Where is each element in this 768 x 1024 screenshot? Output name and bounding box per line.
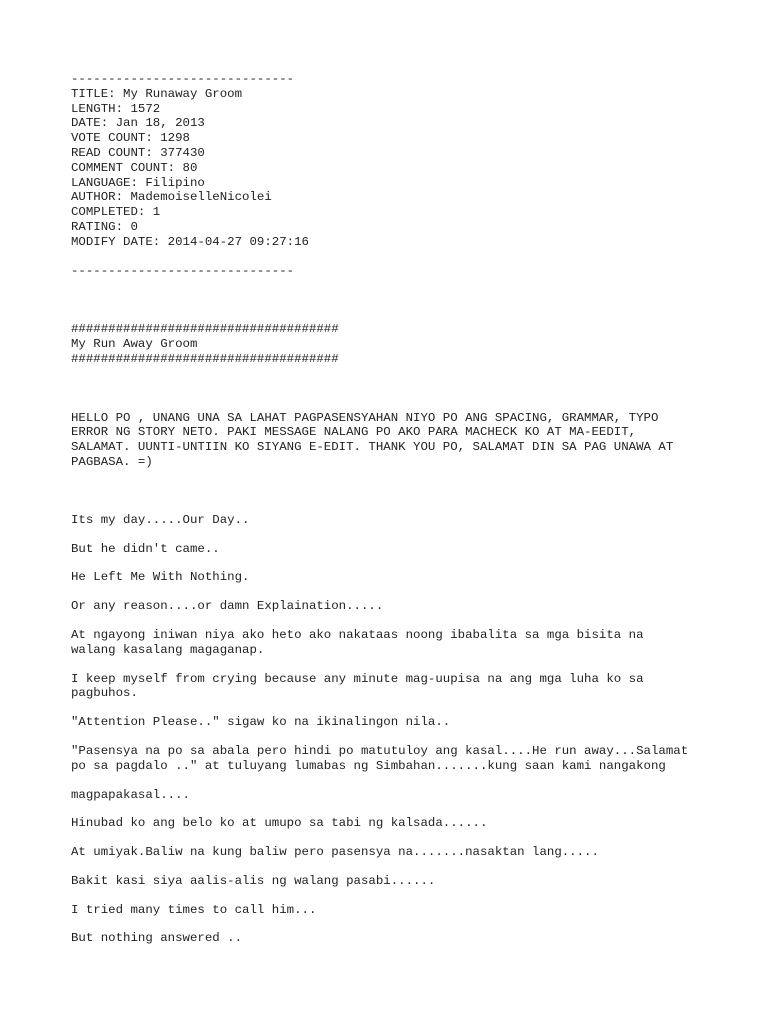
author-note-line-1: HELLO PO , UNANG UNA SA LAHAT PAGPASENSYAHAN NIYO PO ANG SPACING, GRAMMAR, TYPO [71, 410, 659, 425]
metadata-language: LANGUAGE: Filipino [71, 175, 205, 190]
metadata-comment-count: COMMENT COUNT: 80 [71, 160, 198, 175]
story-paragraph: But nothing answered .. [71, 931, 243, 946]
metadata-rule-bottom: ------------------------------ [71, 264, 295, 279]
story-paragraph: Its my day.....Our Day.. [71, 512, 250, 527]
story-paragraph-line: "Pasensya na po sa abala pero hindi po matutuloy ang kasal....He run away...Salamat [71, 743, 689, 758]
metadata-vote-count: VOTE COUNT: 1298 [71, 131, 190, 146]
story-paragraph [71, 744, 711, 774]
document-page [71, 72, 711, 946]
metadata-title: TITLE: My Runaway Groom [71, 86, 243, 101]
story-paragraph-line: po sa pagdalo .." at tuluyang lumabas ng Simbahan.......kung saan kami nangakong [71, 758, 666, 773]
story-paragraph: Or any reason....or damn Explaination..... [71, 599, 384, 614]
story-paragraph: I tried many times to call him... [71, 902, 317, 917]
story-paragraph: He Left Me With Nothing. [71, 570, 250, 585]
story-paragraph-line: pagbuhos. [71, 686, 138, 701]
author-note-line-3: SALAMAT. UUNTI-UNTIIN KO SIYANG E-EDIT. THANK YOU PO, SALAMAT DIN SA PAG UNAWA AT [71, 440, 674, 455]
metadata-read-count: READ COUNT: 377430 [71, 145, 205, 160]
chapter-hash-bottom: #################################### [71, 351, 339, 366]
story-body [71, 513, 711, 947]
chapter-heading-block [71, 322, 711, 366]
metadata-author: AUTHOR: MademoiselleNicolei [71, 190, 272, 205]
metadata-length: LENGTH: 1572 [71, 101, 161, 116]
story-paragraph: "Attention Please.." sigaw ko na ikinalingon nila.. [71, 715, 451, 730]
metadata-date: DATE: Jan 18, 2013 [71, 116, 205, 131]
metadata-modify-date: MODIFY DATE: 2014-04-27 09:27:16 [71, 234, 309, 249]
story-paragraph: Hinubad ko ang belo ko at umupo sa tabi ng kalsada...... [71, 816, 488, 831]
story-paragraph: Bakit kasi siya aalis-alis ng walang pasabi...... [71, 873, 436, 888]
metadata-completed: COMPLETED: 1 [71, 205, 161, 220]
author-note-line-4: PAGBASA. =) [71, 454, 153, 469]
metadata-rating: RATING: 0 [71, 219, 138, 234]
metadata-rule-top: ------------------------------ [71, 72, 295, 86]
author-note [71, 411, 711, 470]
story-paragraph-line: At ngayong iniwan niya ako heto ako nakataas noong ibabalita sa mga bisita na [71, 627, 644, 642]
story-paragraph: But he didn't came.. [71, 541, 220, 556]
author-note-line-2: ERROR NG STORY NETO. PAKI MESSAGE NALANG PO AKO PARA MACHECK KO AT MA-EEDIT, [71, 425, 637, 440]
story-paragraph-line: I keep myself from crying because any minute mag-uupisa na ang mga luha ko sa [71, 671, 644, 686]
story-paragraph: magpapakasal.... [71, 787, 190, 802]
chapter-title: My Run Away Groom [71, 336, 198, 351]
story-paragraph: At umiyak.Baliw na kung baliw pero pasensya na.......nasaktan lang..... [71, 845, 599, 860]
metadata-block [71, 72, 711, 279]
story-paragraph-line: walang kasalang magaganap. [71, 642, 265, 657]
story-paragraph [71, 628, 711, 658]
chapter-hash-top: #################################### [71, 322, 339, 337]
story-paragraph [71, 672, 711, 702]
